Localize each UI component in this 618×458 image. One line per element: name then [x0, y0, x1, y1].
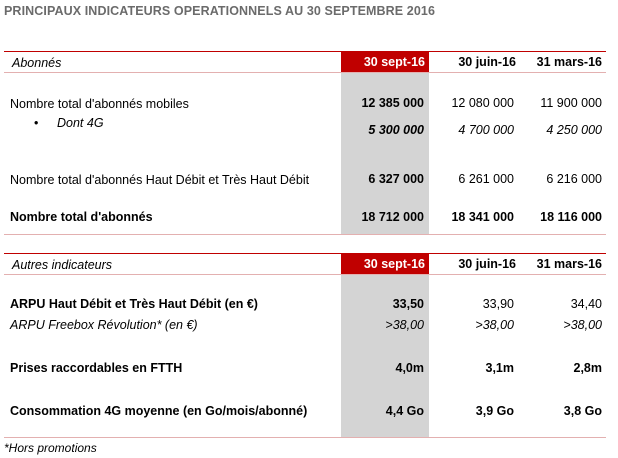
- value-mobile-total-mars: 11 900 000: [540, 96, 602, 110]
- value-dont-4g-juin: 4 700 000: [458, 123, 514, 137]
- value-dont-4g-sept: 5 300 000: [368, 123, 424, 137]
- list-bullet: •: [34, 116, 39, 130]
- section2-top-rule: [4, 253, 606, 254]
- section1-col-header-3: 31 mars-16: [536, 55, 602, 69]
- row-label-mobile-total: Nombre total d'abonnés mobiles: [10, 97, 189, 111]
- row-label-4g-consumption: Consommation 4G moyenne (en Go/mois/abonné): [10, 404, 308, 418]
- value-subscribers-total-juin: 18 341 000: [451, 210, 514, 224]
- section1-label: Abonnés: [12, 56, 62, 70]
- section2-label: Autres indicateurs: [12, 258, 113, 272]
- row-label-arpu-hd: ARPU Haut Débit et Très Haut Débit (en €): [10, 297, 258, 311]
- value-subscribers-total-sept: 18 712 000: [361, 210, 424, 224]
- section2-col-header-2: 30 juin-16: [458, 257, 516, 271]
- value-mobile-total-juin: 12 080 000: [451, 96, 514, 110]
- value-4g-consumption-juin: 3,9 Go: [475, 404, 514, 418]
- section2-current-period-header: 30 sept-16: [341, 253, 429, 275]
- section1-top-rule: [4, 51, 606, 52]
- value-4g-consumption-mars: 3,8 Go: [563, 404, 602, 418]
- value-dont-4g-mars: 4 250 000: [546, 123, 602, 137]
- page-title: PRINCIPAUX INDICATEURS OPERATIONNELS AU 30 SEPTEMBRE 2016: [4, 4, 436, 18]
- value-arpu-freebox-juin: >38,00: [475, 318, 514, 332]
- value-ftth-juin: 3,1m: [485, 361, 514, 375]
- section2-header-rule: [4, 274, 606, 275]
- section1-bottom-rule: [4, 234, 606, 235]
- section1-col-header-2: 30 juin-16: [458, 55, 516, 69]
- footnote: *Hors promotions: [4, 441, 97, 455]
- value-arpu-hd-sept: 33,50: [392, 297, 424, 311]
- row-label-dont-4g: Dont 4G: [57, 116, 104, 130]
- value-broadband-total-sept: 6 327 000: [368, 172, 424, 186]
- section1-header-rule: [4, 72, 606, 73]
- value-subscribers-total-mars: 18 116 000: [540, 210, 602, 224]
- value-arpu-hd-mars: 34,40: [570, 297, 602, 311]
- section2-bottom-rule: [4, 437, 606, 438]
- value-arpu-freebox-sept: >38,00: [385, 318, 424, 332]
- section1-current-period-header: 30 sept-16: [341, 51, 429, 73]
- section2-col-header-3: 31 mars-16: [536, 257, 602, 271]
- value-ftth-sept: 4,0m: [395, 361, 424, 375]
- value-ftth-mars: 2,8m: [573, 361, 602, 375]
- row-label-subscribers-total: Nombre total d'abonnés: [10, 210, 153, 224]
- value-arpu-hd-juin: 33,90: [482, 297, 514, 311]
- row-label-broadband-total: Nombre total d'abonnés Haut Débit et Très Haut Débit: [10, 173, 310, 187]
- value-arpu-freebox-mars: >38,00: [563, 318, 602, 332]
- row-label-ftth: Prises raccordables en FTTH: [10, 361, 183, 375]
- value-broadband-total-mars: 6 216 000: [546, 172, 602, 186]
- value-4g-consumption-sept: 4,4 Go: [385, 404, 424, 418]
- value-broadband-total-juin: 6 261 000: [458, 172, 514, 186]
- row-label-arpu-freebox: ARPU Freebox Révolution* (en €): [10, 318, 198, 332]
- value-mobile-total-sept: 12 385 000: [361, 96, 424, 110]
